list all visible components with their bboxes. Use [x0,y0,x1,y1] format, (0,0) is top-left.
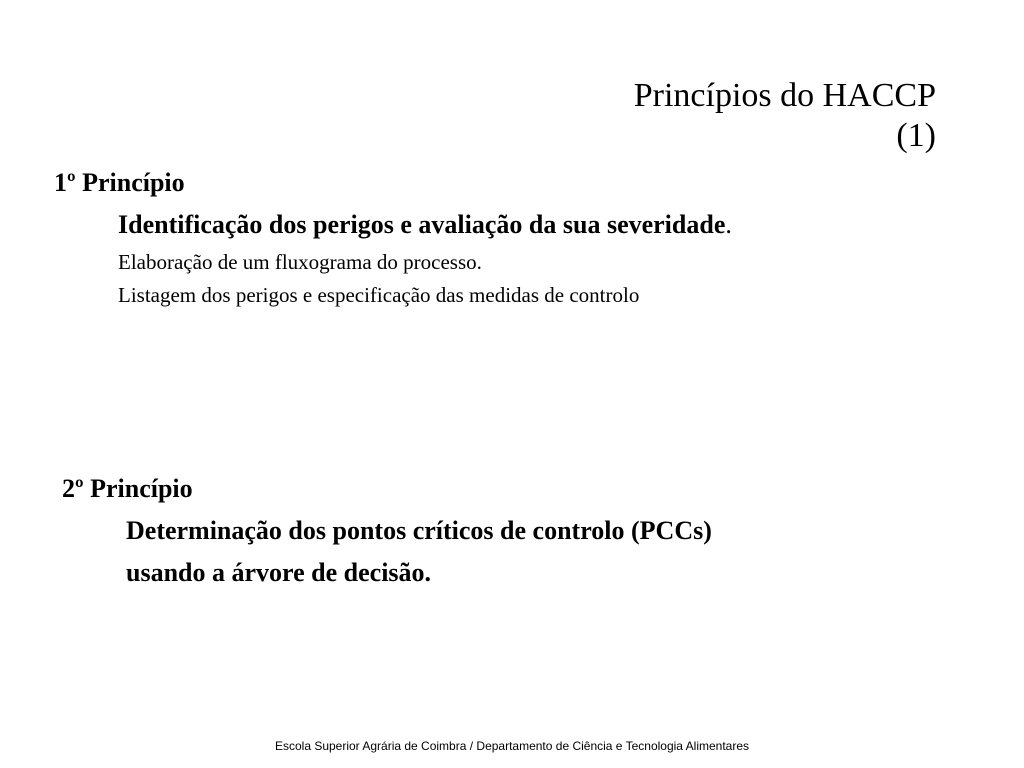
principle-1-detail-2: Listagem dos perigos e especificação das medidas de controlo [118,283,640,307]
principle-2-statement-line-1: Determinação dos pontos críticos de controlo (PCCs) [126,516,712,545]
principle-2-heading: 2º Princípio [62,474,193,503]
principle-1-detail-1: Elaboração de um fluxograma do processo. [118,250,482,274]
principle-1-section [54,166,732,312]
principle-1-statement-text: Identificação dos perigos e avaliação da sua severidade [118,210,726,239]
slide-title-line-1: Princípios do HACCP [633,77,936,114]
principle-2-statement [126,510,712,594]
principle-1-statement-period: . [725,210,732,239]
principle-2-statement-line-2: usando a árvore de decisão. [126,558,432,587]
principle-1-heading: 1º Princípio [54,168,185,197]
slide-footer: Escola Superior Agrária de Coimbra / Departamento de Ciência e Tecnologia Alimentares [274,739,750,753]
principle-2-section [62,472,712,594]
slide-title [634,76,936,156]
slide-title-line-2: (1) [896,117,936,154]
principle-1-statement [118,204,732,246]
